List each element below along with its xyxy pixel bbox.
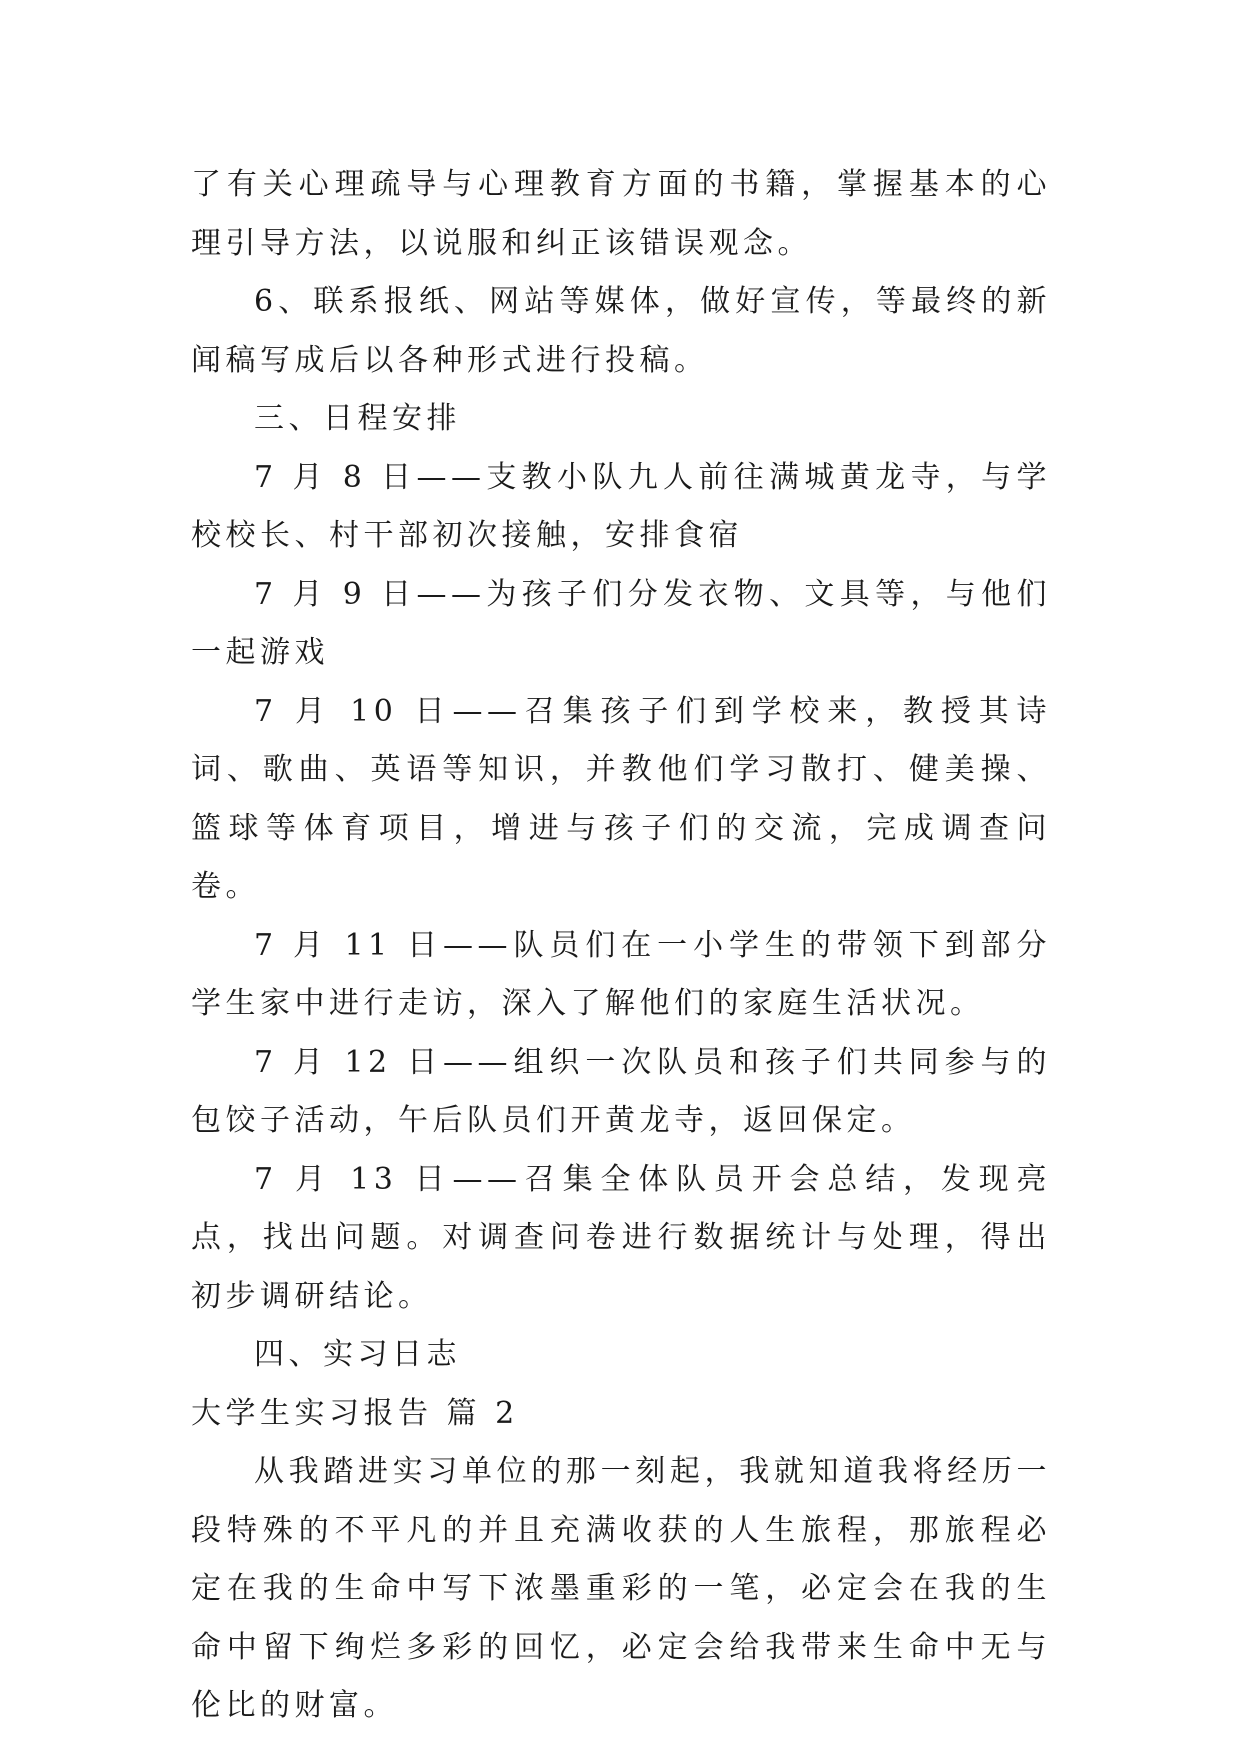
document-body — [191, 156, 1051, 1736]
paragraph-psych-books: 了有关心理疏导与心理教育方面的书籍，掌握基本的心理引导方法，以说服和纠正该错误观念。 — [191, 167, 1051, 261]
report-title-part-2: 大学生实习报告 篇 2 — [191, 1395, 519, 1431]
paragraph-media-publicity: 6、联系报纸、网站等媒体，做好宣传，等最终的新闻稿写成后以各种形式进行投稿。 — [191, 284, 1051, 378]
schedule-item-july-10: 7 月 10 日——召集孩子们到学校来，教授其诗词、歌曲、英语等知识，并教他们学习散打、健美操、篮球等体育项目，增进与孩子们的交流，完成调查问卷。 — [191, 693, 1051, 904]
schedule-item-july-13: 7 月 13 日——召集全体队员开会总结，发现亮点，找出问题。对调查问卷进行数据统计与处理，得出初步调研结论。 — [191, 1161, 1051, 1314]
schedule-item-july-12: 7 月 12 日——组织一次队员和孩子们共同参与的包饺子活动，午后队员们开黄龙寺，返回保定。 — [191, 1044, 1051, 1138]
section-heading-internship-log: 四、实习日志 — [254, 1337, 461, 1372]
section-heading-schedule: 三、日程安排 — [254, 401, 461, 436]
schedule-item-july-8: 7 月 8 日——支教小队九人前往满城黄龙寺，与学校校长、村干部初次接触，安排食宿 — [191, 459, 1051, 553]
paragraph-internship-intro: 从我踏进实习单位的那一刻起，我就知道我将经历一段特殊的不平凡的并且充满收获的人生旅程，那旅程必定在我的生命中写下浓墨重彩的一笔，必定会在我的生命中留下绚烂多彩的回忆，必定会给我带来生命中无与伦比的财富。 — [191, 1454, 1051, 1723]
schedule-item-july-11: 7 月 11 日——队员们在一小学生的带领下到部分学生家中进行走访，深入了解他们的家庭生活状况。 — [191, 927, 1051, 1021]
schedule-item-july-9: 7 月 9 日——为孩子们分发衣物、文具等，与他们一起游戏 — [191, 576, 1051, 670]
